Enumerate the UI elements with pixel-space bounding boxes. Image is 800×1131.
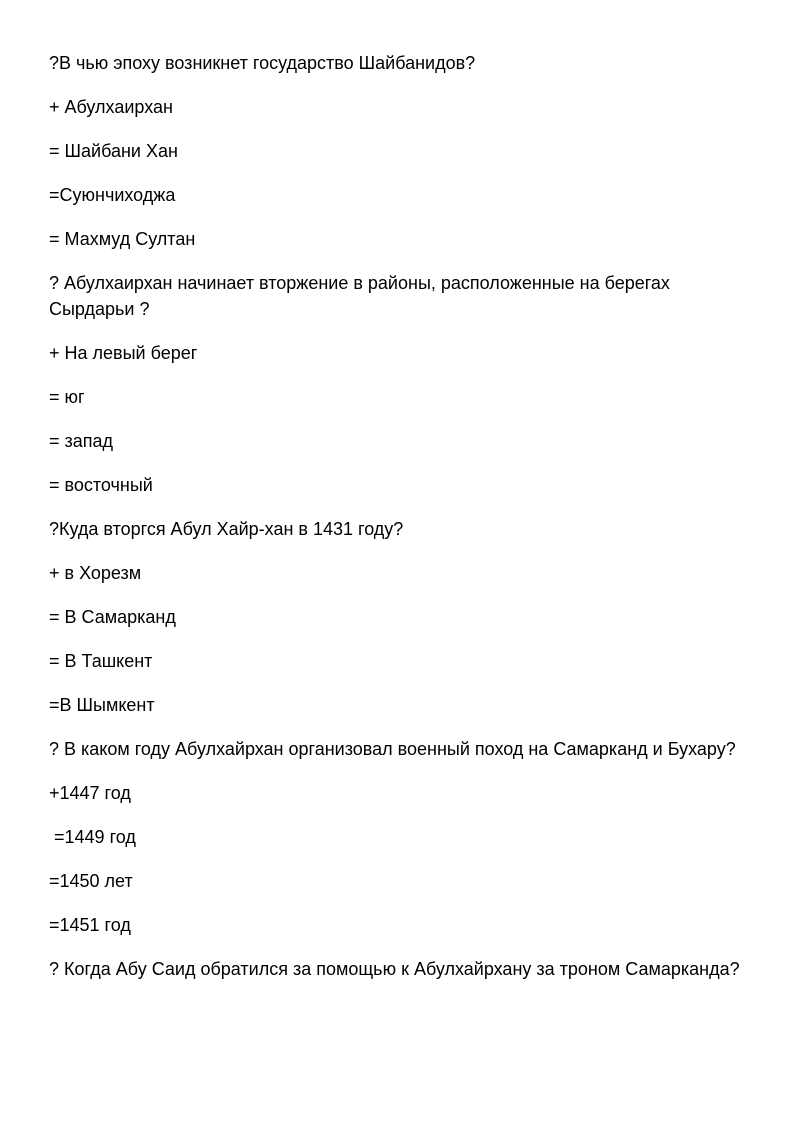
- answer-option: = Махмуд Султан: [49, 229, 196, 249]
- question-text: ? Абулхаирхан начинает вторжение в районы, расположенные на берегах Сырдарьи ?: [49, 273, 675, 319]
- answer-option: =Суюнчиходжа: [49, 185, 176, 205]
- question-text: ?Куда вторгся Абул Хайр-хан в 1431 году?: [49, 519, 404, 539]
- answer-option: = юг: [49, 387, 85, 407]
- answer-option: =1450 лет: [49, 871, 133, 891]
- answer-option: =1451 год: [49, 915, 131, 935]
- answer-option: = В Ташкент: [49, 651, 153, 671]
- answer-option-correct: + в Хорезм: [49, 563, 142, 583]
- question-text: ? В каком году Абулхайрхан организовал военный поход на Самарканд и Бухару?: [49, 739, 736, 759]
- question-text: ?В чью эпоху возникнет государство Шайбанидов?: [49, 53, 476, 73]
- answer-option: =В Шымкент: [49, 695, 155, 715]
- question-text: ? Когда Абу Саид обратился за помощью к Абулхайрхану за троном Самарканда?: [49, 959, 740, 979]
- answer-option: =1449 год: [49, 827, 136, 847]
- document-body: [49, 50, 749, 1000]
- answer-option: = запад: [49, 431, 114, 451]
- answer-option: = Шайбани Хан: [49, 141, 178, 161]
- answer-option: = восточный: [49, 475, 153, 495]
- answer-option-correct: + Абулхаирхан: [49, 97, 173, 117]
- answer-option-correct: + На левый берег: [49, 343, 198, 363]
- answer-option-correct: +1447 год: [49, 783, 131, 803]
- answer-option: = В Самарканд: [49, 607, 176, 627]
